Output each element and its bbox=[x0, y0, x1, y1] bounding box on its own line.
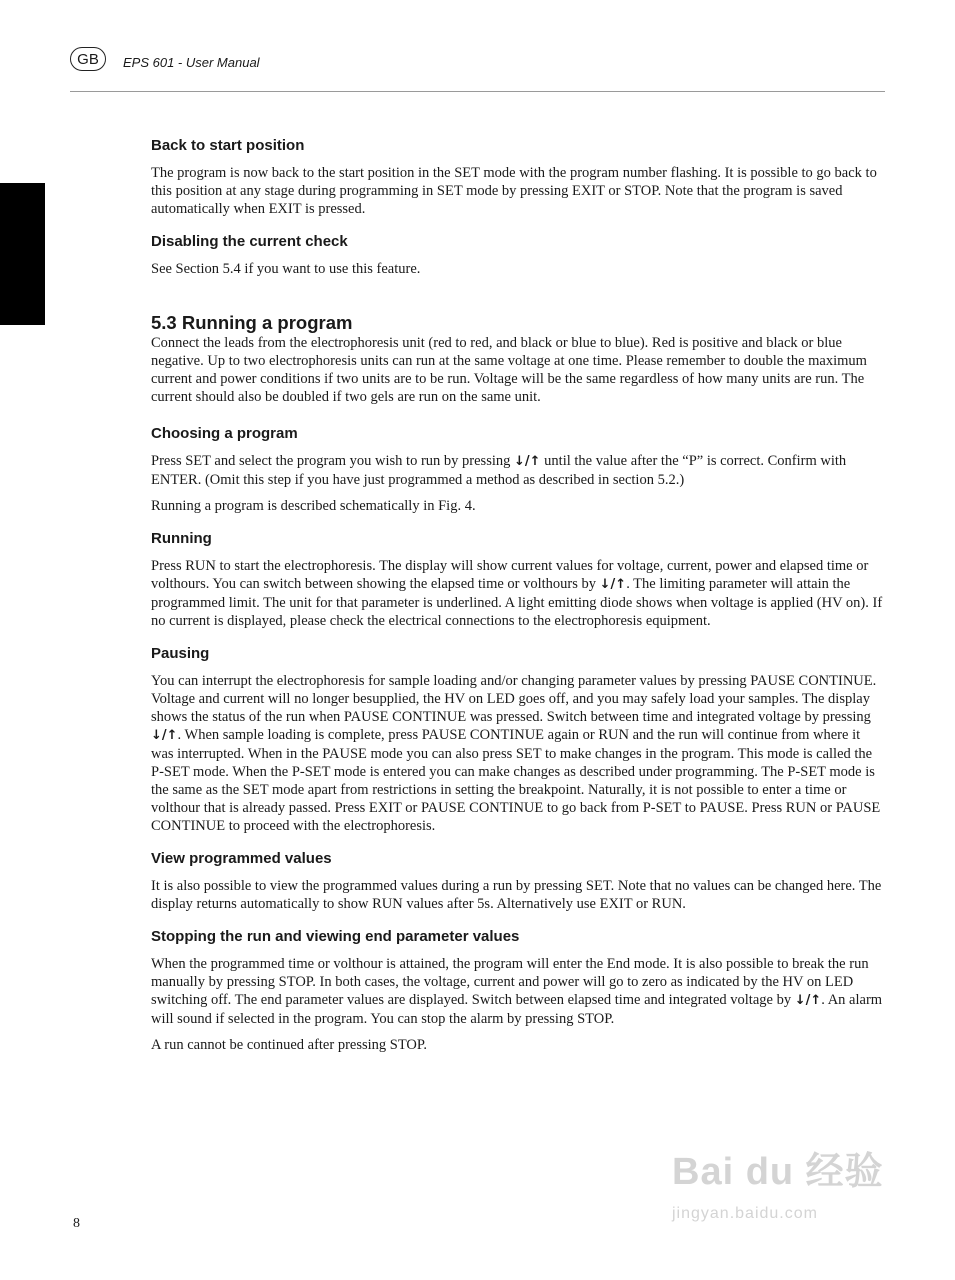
section-stopping bbox=[151, 927, 883, 1054]
paragraph-running-program: Connect the leads from the electrophoresis unit (red to red, and black or blue to blue). Red is positive and black or blue negative. Up to two electrophoresis units can run at the same voltage at one time. Please remember to double the maximum current and power conditions if two units are to be run. Voltage will be the same regardless of how many units are run. The current should also be doubled if two gels are run on the same unit. bbox=[151, 335, 867, 405]
heading-choosing: Choosing a program bbox=[151, 425, 298, 442]
text-choosing-a: Press SET and select the program you wish to run by pressing bbox=[151, 453, 511, 469]
paragraph-stopping bbox=[151, 955, 883, 1028]
text-stopping-b: . An alarm will sound if selected in the program. You can stop the alarm by pressing STOP. bbox=[151, 992, 883, 1027]
text-stopping-a: When the programmed time or volthour is attained, the program will enter the End mode. It is also possible to break the run manually by pressing STOP. In both cases, the voltage, current and power will go to zero as indicated by the HV on LED switching off. The end parameter values are displayed. Switch between elapsed time and integrated voltage by bbox=[151, 956, 869, 1008]
paragraph-stopping-final: A run cannot be continued after pressing STOP. bbox=[151, 1037, 427, 1053]
paragraph-choosing-fig: Running a program is described schematically in Fig. 4. bbox=[151, 498, 476, 514]
language-badge: GB bbox=[70, 47, 106, 71]
heading-back-to-start: Back to start position bbox=[151, 137, 305, 154]
watermark-url: jingyan.baidu.com bbox=[672, 1205, 818, 1222]
paragraph-view-values: It is also possible to view the programmed values during a run by pressing SET. Note that no values can be changed here. The display returns automatically to show RUN values after 5s. Alternatively use EXIT or RUN. bbox=[151, 878, 882, 912]
paragraph-running bbox=[151, 557, 883, 630]
paragraph-disabling: See Section 5.4 if you want to use this feature. bbox=[151, 261, 421, 277]
text-choosing-b: until the value after the “P” is correct. Confirm with ENTER. (Omit this step if you have just programmed a method as described in section 5.2.) bbox=[151, 453, 847, 488]
section-pausing bbox=[151, 644, 883, 835]
section-running-program bbox=[151, 312, 883, 406]
heading-running: Running bbox=[151, 530, 212, 547]
section-running bbox=[151, 529, 883, 630]
down-up-arrows-icon: ↓/↑ bbox=[794, 993, 822, 1008]
text-running-a: Press RUN to start the electrophoresis. The display will show current values for voltage, current, power and elapsed time or volthours. You can switch between showing the elapsed time or volthours by bbox=[151, 558, 869, 592]
section-choosing bbox=[151, 424, 883, 515]
heading-stopping: Stopping the run and viewing end parameter values bbox=[151, 928, 520, 945]
page-number: 8 bbox=[73, 1216, 80, 1231]
down-up-arrows-icon: ↓/↑ bbox=[151, 728, 178, 743]
heading-disabling: Disabling the current check bbox=[151, 233, 348, 250]
down-up-arrows-icon: ↓/↑ bbox=[599, 577, 627, 592]
paragraph-back-to-start: The program is now back to the start position in the SET mode with the program number flashing. It is possible to go back to this position at any stage during programming in SET mode by pressing EXIT or STOP. Note that the program is saved automatically when EXIT is pressed. bbox=[151, 165, 877, 217]
section-disabling bbox=[151, 232, 883, 278]
text-pausing-a: You can interrupt the electrophoresis for sample loading and/or changing parameter values by pressing PAUSE CONTINUE. Voltage and current will no longer besupplied, the HV on LED goes off, and you may safely load your samples. The display shows the status of the run when PAUSE CONTINUE was pressed. Switch between time and integrated voltage by pressing bbox=[151, 673, 877, 725]
header-divider bbox=[70, 91, 885, 92]
section-view-values bbox=[151, 849, 883, 913]
heading-running-program: 5.3 Running a program bbox=[151, 312, 353, 333]
heading-pausing: Pausing bbox=[151, 645, 210, 662]
chapter-side-tab bbox=[0, 183, 45, 325]
section-back-to-start bbox=[151, 136, 883, 218]
paragraph-choosing bbox=[151, 452, 883, 489]
paragraph-pausing bbox=[151, 672, 883, 835]
down-up-arrows-icon: ↓/↑ bbox=[514, 454, 541, 469]
baidu-watermark bbox=[672, 1140, 922, 1250]
manual-title: EPS 601 - User Manual bbox=[123, 55, 260, 70]
text-pausing-b: . When sample loading is complete, press PAUSE CONTINUE again or RUN and the run will continue from where it was interrupted. When in the PAUSE mode you can also press SET to make changes in the program. This mode is called the P-SET mode. When the P-SET mode is entered you can make changes as described under programming. The P-SET mode is the same as the SET mode apart from restrictions in setting the breakpoint. Naturally, it is not possible to enter a time or volthour that is already passed. Press EXIT or PAUSE CONTINUE to go back from P-SET to PAUSE. Press RUN or PAUSE CONTINUE to proceed with the electrophoresis. bbox=[151, 727, 881, 834]
watermark-logo: Bai du 经验 bbox=[672, 1151, 884, 1193]
page-content bbox=[151, 136, 883, 1068]
text-running-b: . The limiting parameter will attain the programmed limit. The unit for that parameter is underlined. A light emitting diode shows when voltage is applied (HV on). If no current is displayed, please check the electrical connections to the electrophoresis equipment. bbox=[151, 576, 883, 629]
heading-view-values: View programmed values bbox=[151, 850, 332, 867]
